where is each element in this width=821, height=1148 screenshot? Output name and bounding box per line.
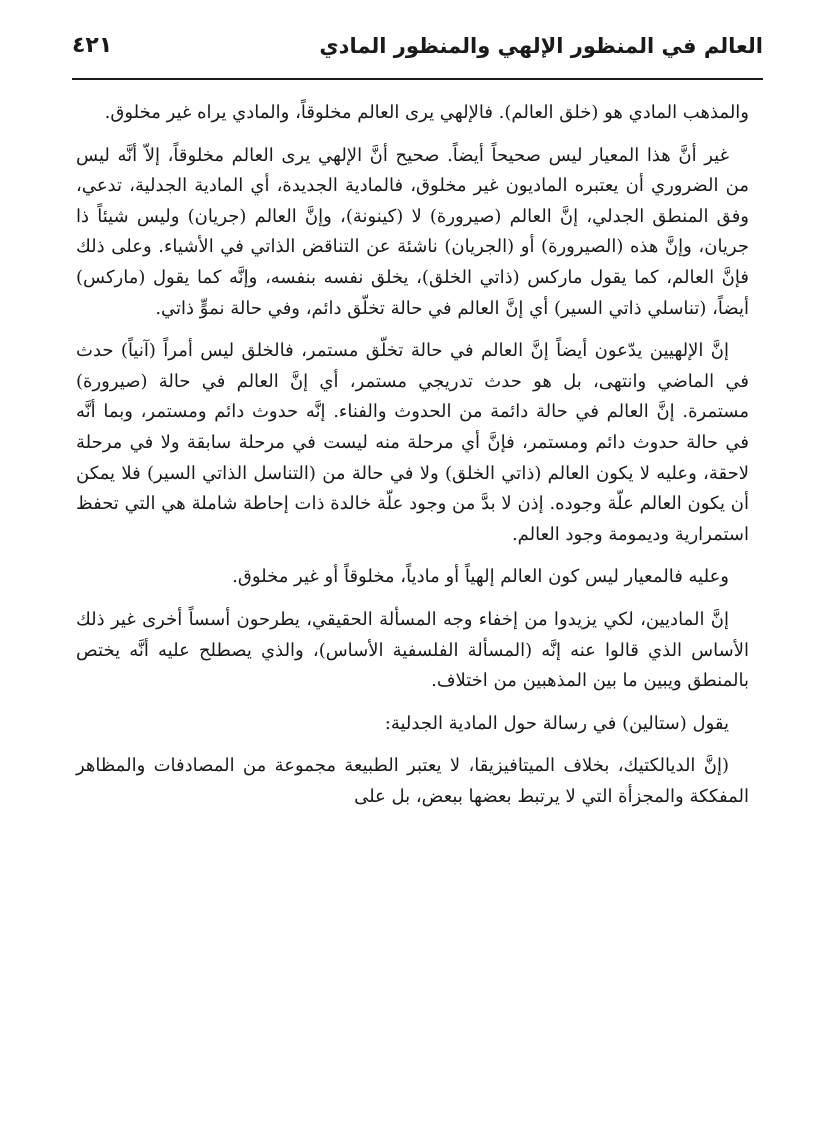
- paragraph: إنَّ الماديين، لكي يزيدوا من إخفاء وجه المسألة الحقيقي، يطرحون أسساً أخرى غير ذلك الأساس الذي قالوا عنه إنَّه (المسألة الفلسفية الأساس)، والذي يصطلح عليه أنَّه يختص بالمنطق ويبين ما بين المذهبين من اختلاف.: [76, 608, 749, 692]
- paragraph: (إنَّ الديالكتيك، بخلاف الميتافيزيقا، لا يعتبر الطبيعة مجموعة من المصادفات والمظاهر المفككة والمجزأة التي لا يرتبط بعضها ببعض، بل على: [76, 755, 749, 807]
- paragraph: يقول (ستالين) في رسالة حول المادية الجدلية:: [384, 712, 729, 734]
- paragraph: والمذهب المادي هو (خلق العالم). فالإلهي يرى العالم مخلوقاً، والمادي يراه غير مخلوق.: [104, 102, 749, 123]
- running-title: العالم في المنظور الإلهي والمنظور المادي: [319, 34, 763, 58]
- paragraph: غير أنَّ هذا المعيار ليس صحيحاً أيضاً. صحيح أنَّ الإلهي يرى العالم مخلوقاً، إلاّ أنَّه ليس من الضروري أن يعتبره الماديون غير مخلوق، فالمادية الجديدة، أي المادية الجدلية، تدعي، وفق المنطق الجدلي، إنَّ العالم (صيرورة) لا (كينونة)، وإنَّ العالم (جريان) وليس شيئاً ذا جريان، وإنَّ هذه (الصيرورة) أو (الجريان) ناشئة عن التناقض الذاتي في الأشياء. وعلى ذلك فإنَّ العالم، كما يقول ماركس (ذاتي الخلق)، يخلق نفسه بنفسه، وإنَّه كما يقول (ماركس) أيضاً، (تناسلي ذاتي السير) أي إنَّ العالم في حالة تخلّق دائم، وفي حالة نموٍّ ذاتي.: [76, 144, 749, 319]
- page-number: ٤٢١: [72, 33, 113, 58]
- paragraph: إنَّ الإلهيين يدّعون أيضاً إنَّ العالم في حالة تخلّق مستمر، فالخلق ليس أمراً (آنياً) حدث في الماضي وانتهى، بل هو حدث تدريجي مستمر، أي إنَّ العالم في حالة (صيرورة) مستمرة. إنَّ العالم في حالة دائمة من الحدوث والفناء. إنَّه حدوث دائم ومستمر، وبما أنَّه في حالة حدوث دائم ومستمر، فإنَّ أي مرحلة منه ليست في مرحلة سابقة ولا في مرحلة لاحقة، وعليه لا يكون العالم (ذاتي الخلق) ولا في حالة من (التناسل الذاتي السير) فلا يمكن أن يكون العالم علّة وجوده. إذن لا بدَّ من وجود علّة خالدة ذات إحاطة شاملة هي التي تحفظ استمرارية وديمومة وجود العالم.: [76, 340, 749, 545]
- paragraph: وعليه فالمعيار ليس كون العالم إلهياً أو مادياً، مخلوقاً أو غير مخلوق.: [232, 566, 729, 588]
- page-body: [76, 98, 749, 824]
- page-header: [72, 30, 763, 80]
